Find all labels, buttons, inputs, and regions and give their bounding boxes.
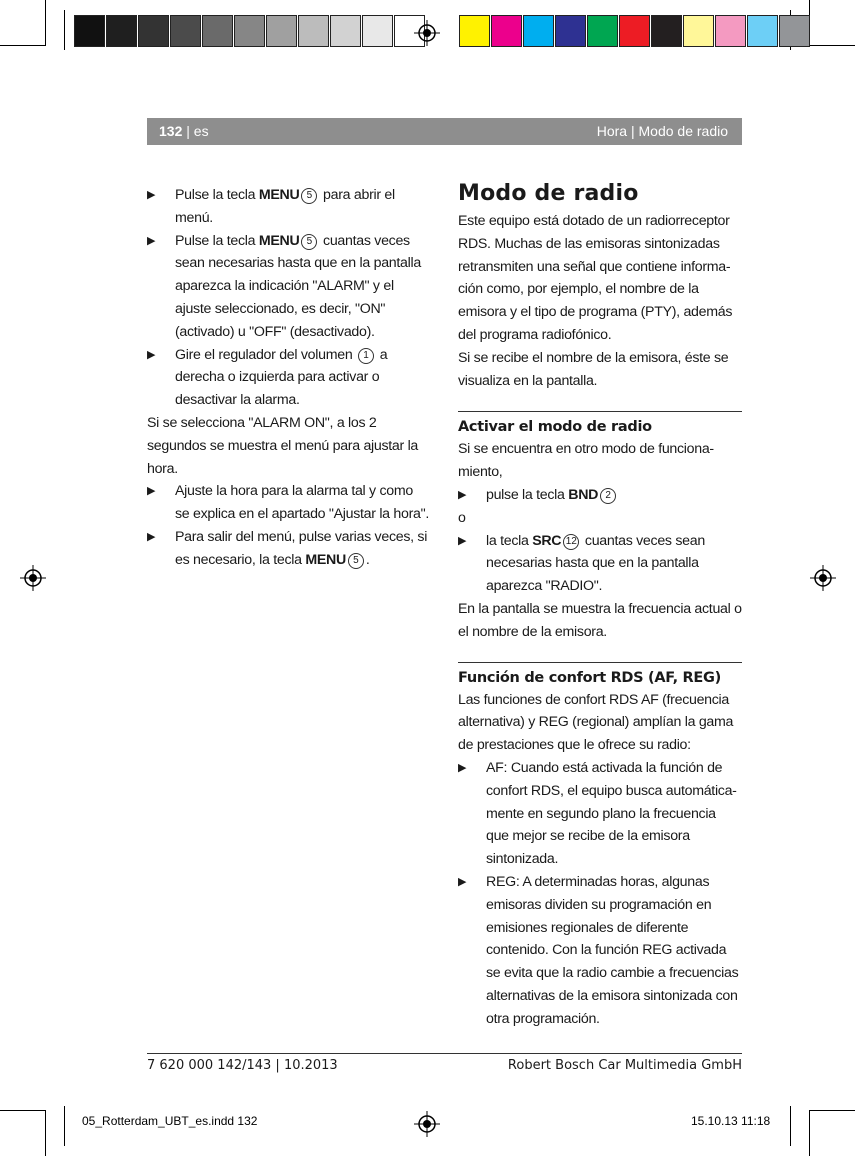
registration-mark-icon: [20, 565, 46, 591]
gray-swatch: [170, 15, 201, 47]
footer-rule: [147, 1053, 742, 1054]
bullet-item: ▶ Pulse la tecla MENU 5 para abrir el menú.: [147, 184, 430, 230]
circled-number: 5: [348, 553, 364, 569]
circled-number: 2: [600, 488, 616, 504]
crop-mark: [809, 45, 855, 46]
header-section-title: Hora | Modo de radio: [596, 123, 728, 139]
paragraph: Si se encuentra en otro modo de funciona-miento,: [458, 441, 714, 481]
circled-number: 5: [301, 188, 317, 204]
footer-left: 7 620 000 142/143 | 10.2013: [147, 1058, 338, 1073]
color-swatch: [587, 15, 618, 47]
color-swatch: [459, 15, 490, 47]
gray-swatch: [202, 15, 233, 47]
triangle-right-icon: ▶: [458, 875, 467, 888]
gray-swatch: [266, 15, 297, 47]
bullet-item: ▶ REG: A determinadas horas, algunas emisoras dividen su programación en emisiones regionales de diferente contenido. Con la función REG activada se evita que la radio cambie a frecuencias alternativas de la emisora sintonizada con otra programación.: [458, 871, 742, 1031]
triangle-right-icon: ▶: [458, 534, 467, 547]
crop-mark: [0, 45, 46, 46]
paragraph: Este equipo está dotado de un radiorreceptor RDS. Muchas de las emisoras sintonizadas retransmiten una señal que contiene informa-ción como, por ejemplo, el nombre de la emisora y el tipo de programa (PTY), además del programa radiofónico.: [458, 213, 733, 343]
right-column: [458, 180, 742, 1031]
grayscale-color-bar: [74, 15, 426, 49]
key-name: MENU: [258, 232, 300, 249]
key-name: BND: [568, 486, 599, 503]
page-number: 132: [159, 123, 183, 139]
registration-mark-icon: [414, 20, 440, 46]
bullet-item: ▶ la tecla SRC 12 cuantas veces sean necesarias hasta que en la pantalla aparezca "RADIO".: [458, 530, 742, 598]
paragraph: o: [458, 509, 466, 526]
bullet-item: ▶ pulse la tecla BND 2: [458, 484, 742, 507]
crop-mark: [790, 1106, 791, 1146]
slug-file-info: 05_Rotterdam_UBT_es.indd 132: [82, 1114, 258, 1128]
footer-right: Robert Bosch Car Multimedia GmbH: [507, 1058, 742, 1073]
bullet-item: ▶ Ajuste la hora para la alarma tal y como se explica en el apartado "Ajustar la hora".: [147, 480, 430, 526]
crop-mark: [0, 1110, 46, 1111]
paragraph: En la pantalla se muestra la frecuencia actual o el nombre de la emisora.: [458, 600, 742, 640]
color-swatch: [715, 15, 746, 47]
subsection-heading: Función de confort RDS (AF, REG): [458, 662, 742, 689]
triangle-right-icon: ▶: [147, 485, 156, 498]
triangle-right-icon: ▶: [458, 761, 467, 774]
bullet-item: ▶ AF: Cuando está activada la función de confort RDS, el equipo busca automática-mente en segundo plano la frecuencia que mejor se recibe de la emisora sintonizada.: [458, 757, 742, 871]
triangle-right-icon: ▶: [147, 189, 156, 201]
key-name: MENU: [258, 187, 300, 203]
key-name: SRC: [532, 532, 562, 549]
gray-swatch: [234, 15, 265, 47]
crop-mark: [64, 10, 65, 50]
language-code: es: [193, 123, 209, 139]
triangle-right-icon: ▶: [147, 530, 156, 543]
triangle-right-icon: ▶: [147, 348, 156, 361]
subsection-heading: Activar el modo de radio: [458, 411, 742, 438]
bullet-item: ▶ Gire el regulador del volumen 1 a derecha o izquierda para activar o desactivar la alarma.: [147, 344, 430, 412]
circled-number: 5: [301, 234, 317, 250]
bullet-item: ▶ Para salir del menú, pulse varias veces, si es necesario, la tecla MENU 5 .: [147, 526, 430, 572]
crop-mark: [64, 1106, 65, 1146]
process-color-bar: [459, 15, 811, 49]
section-title: Modo de radio: [458, 181, 639, 206]
gray-swatch: [106, 15, 137, 47]
color-swatch: [555, 15, 586, 47]
gray-swatch: [330, 15, 361, 47]
crop-mark: [809, 1110, 855, 1111]
color-swatch: [747, 15, 778, 47]
left-column: [147, 184, 430, 572]
color-swatch: [779, 15, 810, 47]
gray-swatch: [138, 15, 169, 47]
triangle-right-icon: ▶: [458, 488, 467, 501]
slug-date: 15.10.13 11:18: [691, 1114, 771, 1128]
paragraph: Si se selecciona "ALARM ON", a los 2 segundos se muestra el menú para ajustar la hora.: [147, 414, 419, 477]
bullet-item: ▶ Pulse la tecla MENU 5 cuantas veces sean necesarias hasta que en la pantalla aparezca la indicación "ALARM" y el ajuste seleccionado, es decir, "ON" (activado) u "OFF" (desactivado).: [147, 230, 430, 344]
color-swatch: [619, 15, 650, 47]
key-name: MENU: [305, 551, 346, 568]
crop-mark: [45, 0, 46, 46]
paragraph: Las funciones de confort RDS AF (frecuencia alternativa) y REG (regional) amplían la gama de prestaciones que le ofrece su radio:: [458, 691, 734, 754]
registration-mark-icon: [414, 1111, 440, 1137]
gray-swatch: [74, 15, 105, 47]
circled-number: 1: [358, 348, 374, 364]
color-swatch: [683, 15, 714, 47]
color-swatch: [651, 15, 682, 47]
color-swatch: [491, 15, 522, 47]
color-swatch: [523, 15, 554, 47]
registration-mark-icon: [810, 565, 836, 591]
header-page-label: 132 | es: [159, 123, 209, 139]
paragraph: Si se recibe el nombre de la emisora, éste se visualiza en la pantalla.: [458, 349, 729, 389]
crop-mark: [809, 1110, 810, 1156]
crop-mark: [45, 1110, 46, 1156]
circled-number: 12: [563, 534, 579, 550]
gray-swatch: [298, 15, 329, 47]
triangle-right-icon: ▶: [147, 234, 156, 247]
page-header-bar: [147, 118, 742, 145]
gray-swatch: [362, 15, 393, 47]
